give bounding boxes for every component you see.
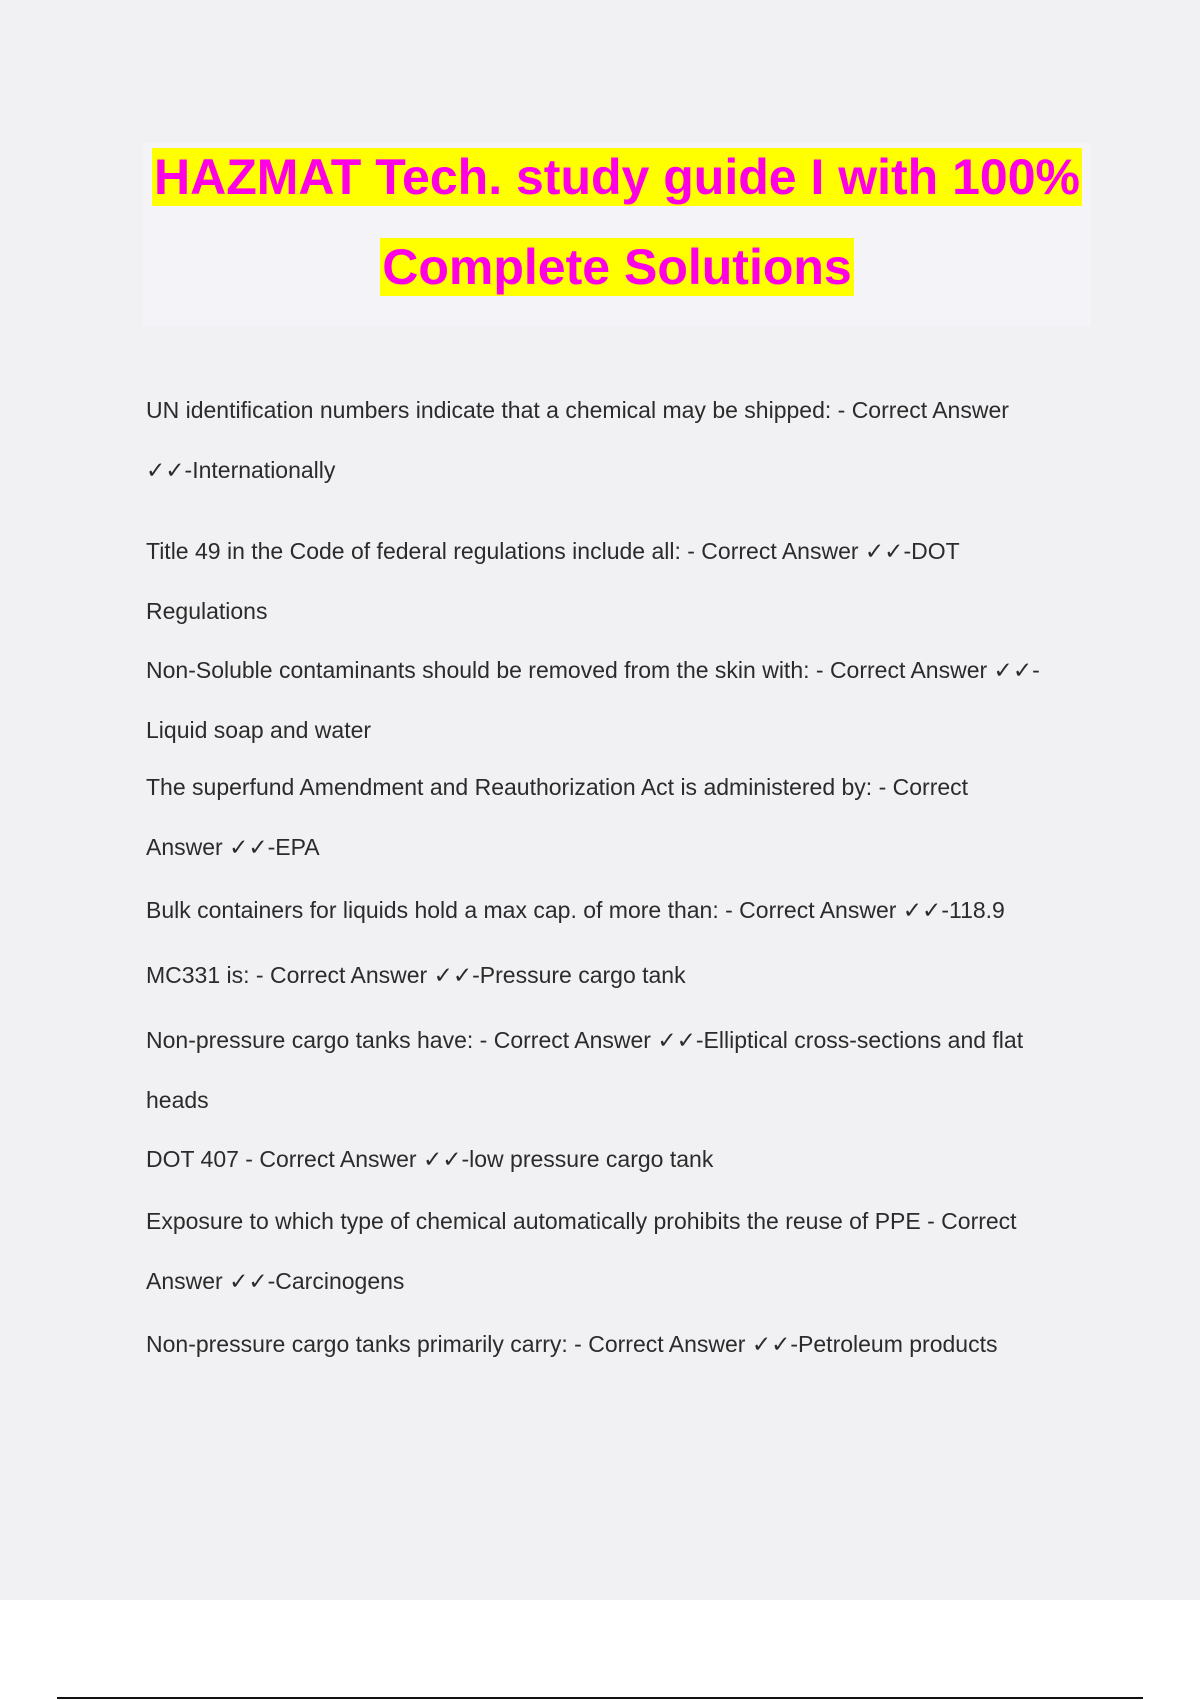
document-title-line-2: Complete Solutions <box>382 239 852 295</box>
qa-question: Non-Soluble contaminants should be removed from the skin with: - Correct Answer ✓✓- <box>146 657 1040 683</box>
qa-question: Non-pressure cargo tanks have: - Correct Answer ✓✓-Elliptical cross-sections and flat <box>146 1027 1024 1053</box>
qa-question: UN identification numbers indicate that a chemical may be shipped: - Correct Answer <box>146 397 1009 423</box>
qa-item <box>146 1314 1096 1374</box>
document-title-line-1: HAZMAT Tech. study guide I with 100% <box>153 149 1080 205</box>
qa-item <box>146 757 1096 877</box>
qa-item <box>146 880 1096 940</box>
qa-item <box>146 380 1096 500</box>
footer-rule <box>57 1697 1143 1699</box>
qa-continuation: Regulations <box>146 598 268 624</box>
qa-question: DOT 407 - Correct Answer ✓✓-low pressure cargo tank <box>146 1146 714 1172</box>
qa-question: Title 49 in the Code of federal regulations include all: - Correct Answer ✓✓-DOT <box>146 538 960 564</box>
qa-item <box>146 1129 1096 1189</box>
title-block <box>143 143 1091 326</box>
qa-question: Exposure to which type of chemical automatically prohibits the reuse of PPE - Correct <box>146 1208 1017 1234</box>
qa-question: Non-pressure cargo tanks primarily carry: - Correct Answer ✓✓-Petroleum products <box>146 1331 998 1357</box>
qa-continuation: Answer ✓✓-Carcinogens <box>146 1268 405 1294</box>
qa-item <box>146 1191 1096 1311</box>
qa-question: MC331 is: - Correct Answer ✓✓-Pressure cargo tank <box>146 962 686 988</box>
qa-continuation: ✓✓-Internationally <box>146 457 336 483</box>
qa-continuation: heads <box>146 1087 209 1113</box>
qa-item <box>146 640 1096 760</box>
qa-continuation: Liquid soap and water <box>146 717 372 743</box>
qa-question: The superfund Amendment and Reauthorization Act is administered by: - Correct <box>146 774 969 800</box>
qa-item <box>146 521 1096 641</box>
qa-item <box>146 945 1096 1005</box>
qa-question: Bulk containers for liquids hold a max cap. of more than: - Correct Answer ✓✓-118.9 <box>146 897 1005 923</box>
qa-item <box>146 1010 1096 1130</box>
qa-continuation: Answer ✓✓-EPA <box>146 834 320 860</box>
